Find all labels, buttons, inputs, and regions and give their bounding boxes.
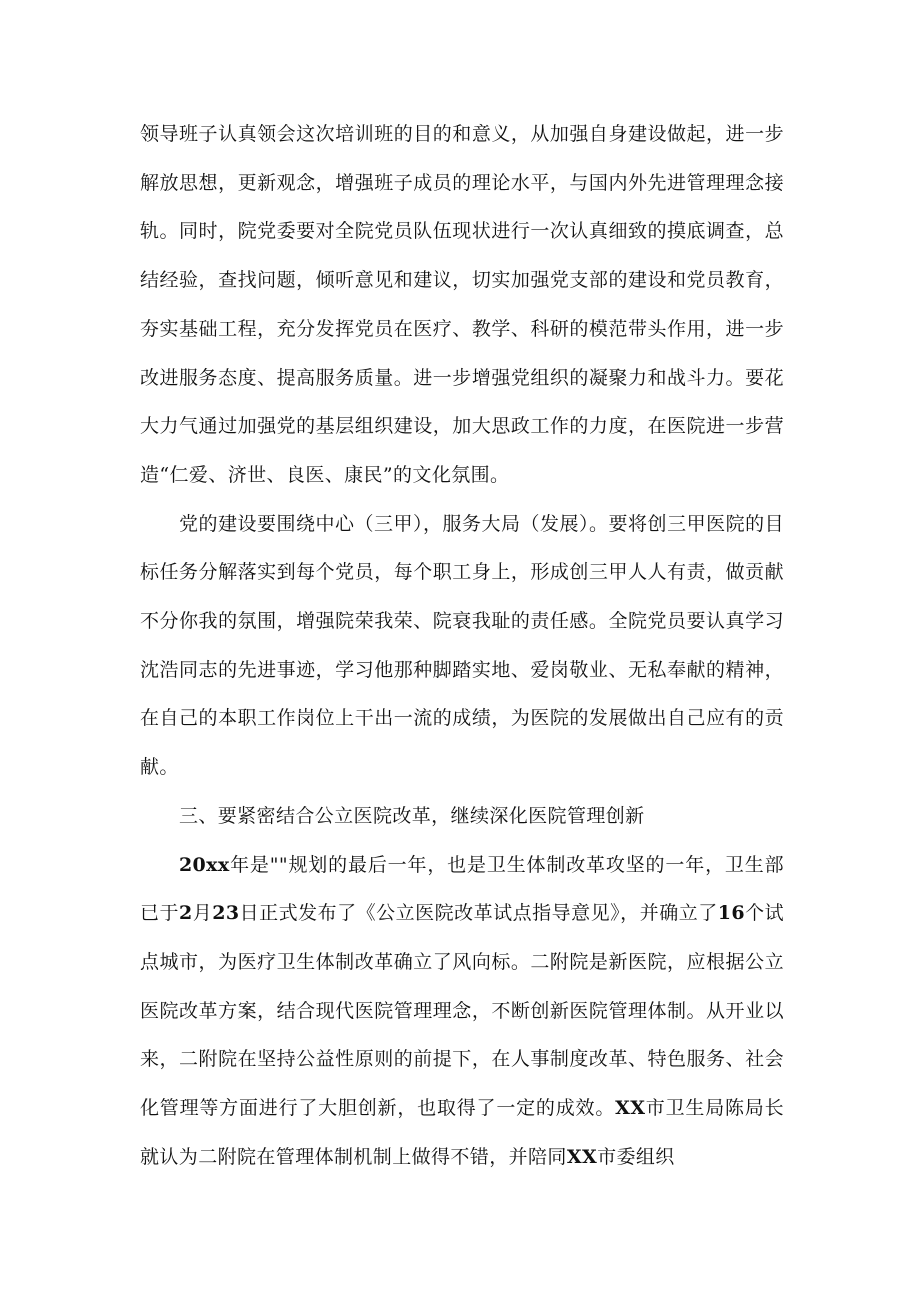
city-placeholder-2: XX — [566, 1145, 598, 1168]
paragraph-3-text-5: 市卫生局陈局长就认为二附院在管理体制机制上做得不错，并陪同 — [140, 1097, 784, 1168]
city-count: 16 — [717, 902, 745, 925]
paragraph-3-text-3: 日正式发布了《公立医院改革试点指导意见》，并确立了 — [239, 902, 718, 925]
document-body — [140, 110, 784, 1181]
paragraph-3 — [140, 841, 784, 1182]
paragraph-2: 党的建设要围绕中心（三甲），服务大局（发展）。要将创三甲医院的目标任务分解落实到每个党员，每个职工身上，形成创三甲人人有责，做贡献不分你我的氛围，增强院荣我荣、院衰我耻的责任感。全院党员要认真学习沈浩同志的先进事迹，学习他那种脚踏实地、爱岗敬业、无私奉献的精神，在自己的本职工作岗位上干出一流的成绩，为医院的发展做出自己应有的贡献。 — [140, 512, 784, 779]
month-number: 2 — [179, 902, 193, 925]
paragraph-3-text-6: 市委组织 — [597, 1145, 675, 1168]
city-placeholder-1: XX — [615, 1097, 646, 1120]
paragraph-3-text-2: 月 — [192, 902, 213, 925]
section-heading-3: 三、要紧密结合公立医院改革，继续深化医院管理创新 — [178, 804, 645, 827]
day-number: 23 — [212, 902, 240, 925]
paragraph-3-text-4: 个试点城市，为医疗卫生体制改革确立了风向标。二附院是新医院，应根据公立医院改革方案，结合现代医院管理理念，不断创新医院管理体制。从开业以来，二附院在坚持公益性原则的前提下，在人事制度改革、特色服务、社会化管理等方面进行了大胆创新，也取得了一定的成效。 — [140, 902, 784, 1120]
year-text: 20xx — [178, 853, 230, 876]
paragraph-1: 领导班子认真领会这次培训班的目的和意义，从加强自身建设做起，进一步解放思想，更新观念，增强班子成员的理论水平，与国内外先进管理理念接轨。同时，院党委要对全院党员队伍现状进行一次认真细致的摸底调查，总结经验，查找问题，倾听意见和建议，切实加强党支部的建设和党员教育，夯实基础工程，充分发挥党员在医疗、教学、科研的模范带头作用，进一步改进服务态度、提高服务质量。进一步增强党组织的凝聚力和战斗力。要花大力气通过加强党的基层组织建设，加大思政工作的力度，在医院进一步营造“仁爱、济世、良医、康民”的文化氛围。 — [140, 123, 784, 486]
paragraph-3-text-1: 年是""规划的最后一年，也是卫生体制改革攻坚的一年，卫生部已于 — [140, 853, 784, 925]
